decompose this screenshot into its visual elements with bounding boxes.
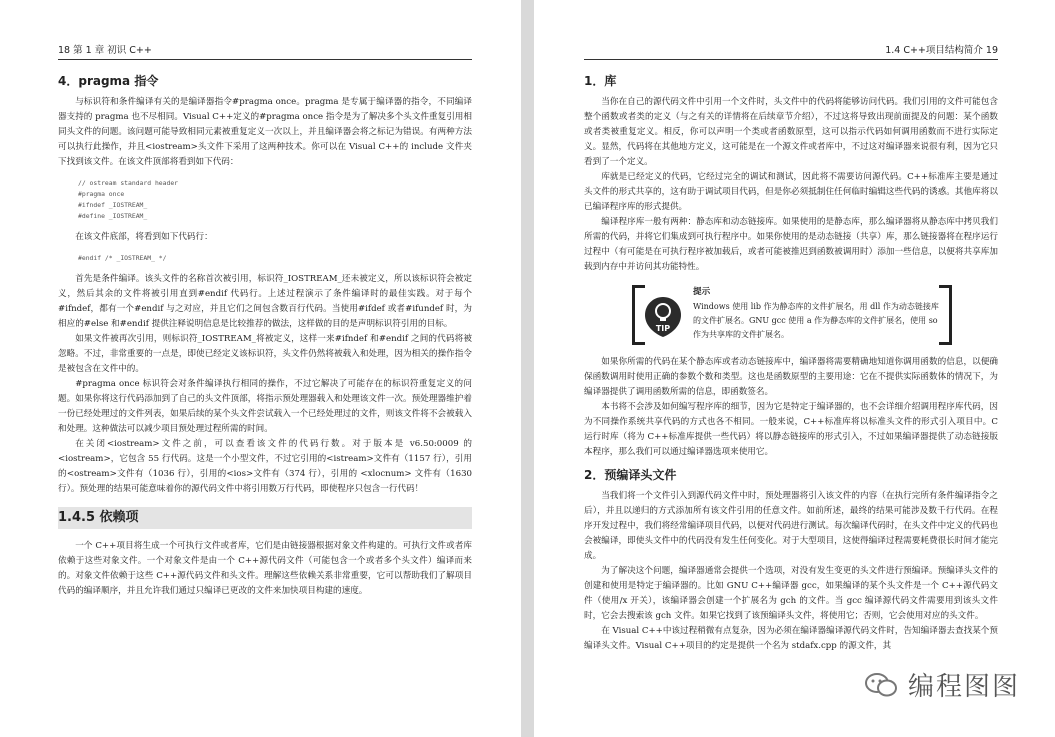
paragraph: 在 Visual C++中该过程稍微有点复杂，因为必须在编译器编译源代码文件时，告知编译器去查找某个预编译头文件。Visual C++项目的约定是提供一个名为 stdafx.cpp 的源文件，其 <box>584 626 998 651</box>
paragraph: 一个 C++项目将生成一个可执行文件或者库，它们是由链接器根据对象文件构建的。可执行文件或者库依赖于这些对象文件。一个对象文件是由一个 C++源代码文件（可能包含一个或者多个头文件）编译而来的。对象文件依赖于这些 C++源代码文件和头文件。理解这些依赖关系非常重要，它可以帮助我们了解项目代码的编译顺序，并且允许我们通过只编译已更改的文件来加快项目构建的速度。 <box>58 541 472 596</box>
code-block <box>78 253 472 264</box>
left-page <box>0 0 521 737</box>
code-line: // ostream standard header <box>78 179 179 187</box>
left-running-header: 18 第 1 章 初识 C++ <box>58 45 152 56</box>
section-title-precompiled-headers: 2．预编译头文件 <box>584 468 677 482</box>
tip-title: 提示 <box>693 287 711 297</box>
left-content <box>58 70 472 599</box>
watermark <box>864 666 1020 703</box>
section-heading-dependencies: 1.4.5 依赖项 <box>58 507 472 529</box>
code-line: #ifndef _IOSTREAM_ <box>78 201 148 209</box>
right-page <box>534 0 1055 737</box>
paragraph: 当你在自己的源代码文件中引用一个文件时，头文件中的代码将能够访问代码。我们引用的文件可能包含整个函数或者类的定义（与之有关的详情将在后续章节介绍），不过这将导致出现前面提及的问题：某个函数或者类被重复定义。相反，你可以声明一个类或者函数原型，这可以指示代码如何调用函数而不进行实际定义。显然，代码将在其他地方定义，这可能是在一个源文件或者库中，不过这对编译器来说很有利，因为它只看到了一个定义。 <box>584 97 998 167</box>
code-block <box>78 178 472 222</box>
right-running-header: 1.4 C++项目结构简介 19 <box>885 45 998 56</box>
lightbulb-icon <box>643 295 683 339</box>
paragraph: 与标识符和条件编译有关的是编译器指令#pragma once。pragma 是专属于编译器的指令，不同编译器支持的 pragma 也不尽相同。Visual C++定义的#pragma once 指令是为了解决多个头文件重复引用相同头文件的问题。该问题可能导致相同元素被重复定义一次以上，并且编译器会将之标记为错误。有两种方法可以执行此操作，并且<iostream>头文件下采用了这两种技术。你可以在 Visual C++的 include 文件夹下找到该文件。在该文件顶部将看到如下代码： <box>58 97 472 167</box>
code-line: #endif /* _IOSTREAM_ */ <box>78 254 167 262</box>
page-gutter <box>521 0 534 737</box>
tip-box <box>632 285 952 345</box>
paragraph: 为了解决这个问题，编译器通常会提供一个选项，对没有发生变更的头文件进行预编译。预编译头文件的创建和使用是特定于编译器的。比如 GNU C++编译器 gcc，如果编译的某个头文件是一个 C++源代码文件（使用/x 开关），该编译器会创建一个扩展名为 gch 的文件。当 gcc 编译源代码文件需要用到该头文件时，它会去搜索该 gch 文件。如果它找到了该预编译头文件，将使用它；否则，它会使用对应的头文件。 <box>584 566 998 621</box>
right-content <box>584 70 998 654</box>
code-line: #pragma once <box>78 190 125 198</box>
section-title-pragma: 4．pragma 指令 <box>58 74 159 88</box>
paragraph: 如果你所需的代码在某个静态库或者动态链接库中，编译器将需要精确地知道你调用函数的信息，以便确保函数调用时使用正确的参数个数和类型。这也是函数原型的主要用途：它在不提供实际函数体的情况下，为编译器提供了调用函数所需的信息，即函数签名。 <box>584 357 998 397</box>
paragraph: 编译程序库一般有两种：静态库和动态链接库。如果使用的是静态库，那么编译器将从静态库中拷贝我们所需的代码，并将它们集成到可执行程序中。如果你使用的是动态链接（共享）库，那么链接器将在程序运行过程中（有可能是在可执行程序被加载后，或者可能被推迟到函数被调用时）添加一些信息，以便将共享库加载到内存中并访问其功能特性。 <box>584 217 998 272</box>
paragraph: 在该文件底部，将看到如下代码行： <box>75 232 213 242</box>
left-header-rule <box>58 59 472 60</box>
code-line: #define _IOSTREAM_ <box>78 212 148 220</box>
paragraph: 本书将不会涉及如何编写程序库的细节，因为它是特定于编译器的，也不会详细介绍调用程序库代码，因为不同操作系统共享代码的方式也各不相同。一般来说，C++标准库将以标准头文件的形式引入项目中。C 运行时库（将为 C++标准库提供一些代码）将以静态链接库的形式引入，不过如果编译器提供了动态链接版本程序，那么我们可以通过编译器选项来使用它。 <box>584 402 998 457</box>
tip-icon-label: TIP <box>655 324 671 333</box>
paragraph: 当我们将一个文件引入到源代码文件中时，预处理器将引入该文件的内容（在执行完所有条件编译指令之后），并且以递归的方式添加所有该文件引用的任意文件。如前所述，最终的结果可能涉及数千行代码。在程序开发过程中，我们将经常编译项目代码，以便对代码进行测试。每次编译代码时，在头文件中定义的代码也会被编译，即使头文件中的代码没有发生任何变化。对于大型项目，这使得编译过程需要耗费很长时间才能完成。 <box>584 491 998 561</box>
right-header-rule <box>584 59 998 60</box>
paragraph: 库就是已经定义的代码，它经过完全的调试和测试，因此将不需要访问源代码。C++标准库主要是通过头文件的形式共享的，这有助于调试项目代码，但是你必须抵制住任何临时编辑这些代码的诱惑。其他库将以已编译程序库的形式提供。 <box>584 172 998 212</box>
section-title-library: 1．库 <box>584 74 617 88</box>
paragraph: #pragma once 标识符会对条件编译执行相同的操作，不过它解决了可能存在的标识符重复定义的问题。如果你将这行代码添加到了自己的头文件顶部，将指示预处理器载入和处理该文件一次。预处理器维护着一份已经处理过的文件列表，如果后续的某个头文件尝试载入一个已经处理过的文件，则该文件将不会被载入和处理。这种做法可以减少项目预处理过程所需的时间。 <box>58 379 472 434</box>
tip-body: Windows 使用 lib 作为静态库的文件扩展名，用 dll 作为动态链接库的文件扩展名。GNU gcc 使用 a 作为静态库的文件扩展名，使用 so 作为共享库的文件扩展名。 <box>693 302 939 339</box>
wechat-icon <box>864 671 898 699</box>
watermark-text: 编程图图 <box>907 672 1020 702</box>
paragraph: 首先是条件编译。该头文件的名称首次被引用，标识符_IOSTREAM_还未被定义，所以该标识符会被定义，然后其余的文件将被引用直到#endif 代码行。上述过程演示了条件编译时的最佳实践。对于每个#ifndef，都有一个#endif 与之对应，并且它们之间包含数百行代码。当使用#ifdef 或者#ifundef 时，为相应的#else 和#endif 提供注释说明信息是比较推荐的做法，这样做的目的是声明标识符引用的目标。 <box>58 274 472 329</box>
paragraph: 在关闭<iostream>文件之前，可以查看该文件的代码行数。对于版本是 v6.50:0009 的<iostream>，它包含 55 行代码。这是一个小型文件，不过它引用的<istream>文件有（1157 行），引用的<ostream>文件有（1036 行），引用的<ios>文件有（374 行），引用的 <xlocnum> 文件有（1630 行）。预处理的结果可能意味着你的源代码文件中将引用数万行代码，即使程序只包含一行代码！ <box>58 439 472 494</box>
paragraph: 如果文件被再次引用，则标识符_IOSTREAM_将被定义，这样一来#ifndef 和#endif 之间的代码将被忽略。不过，非常重要的一点是，即使已经定义该标识符，头文件仍然将被载入和处理，因为相关的操作指令是被包含在文件中的。 <box>58 334 472 374</box>
